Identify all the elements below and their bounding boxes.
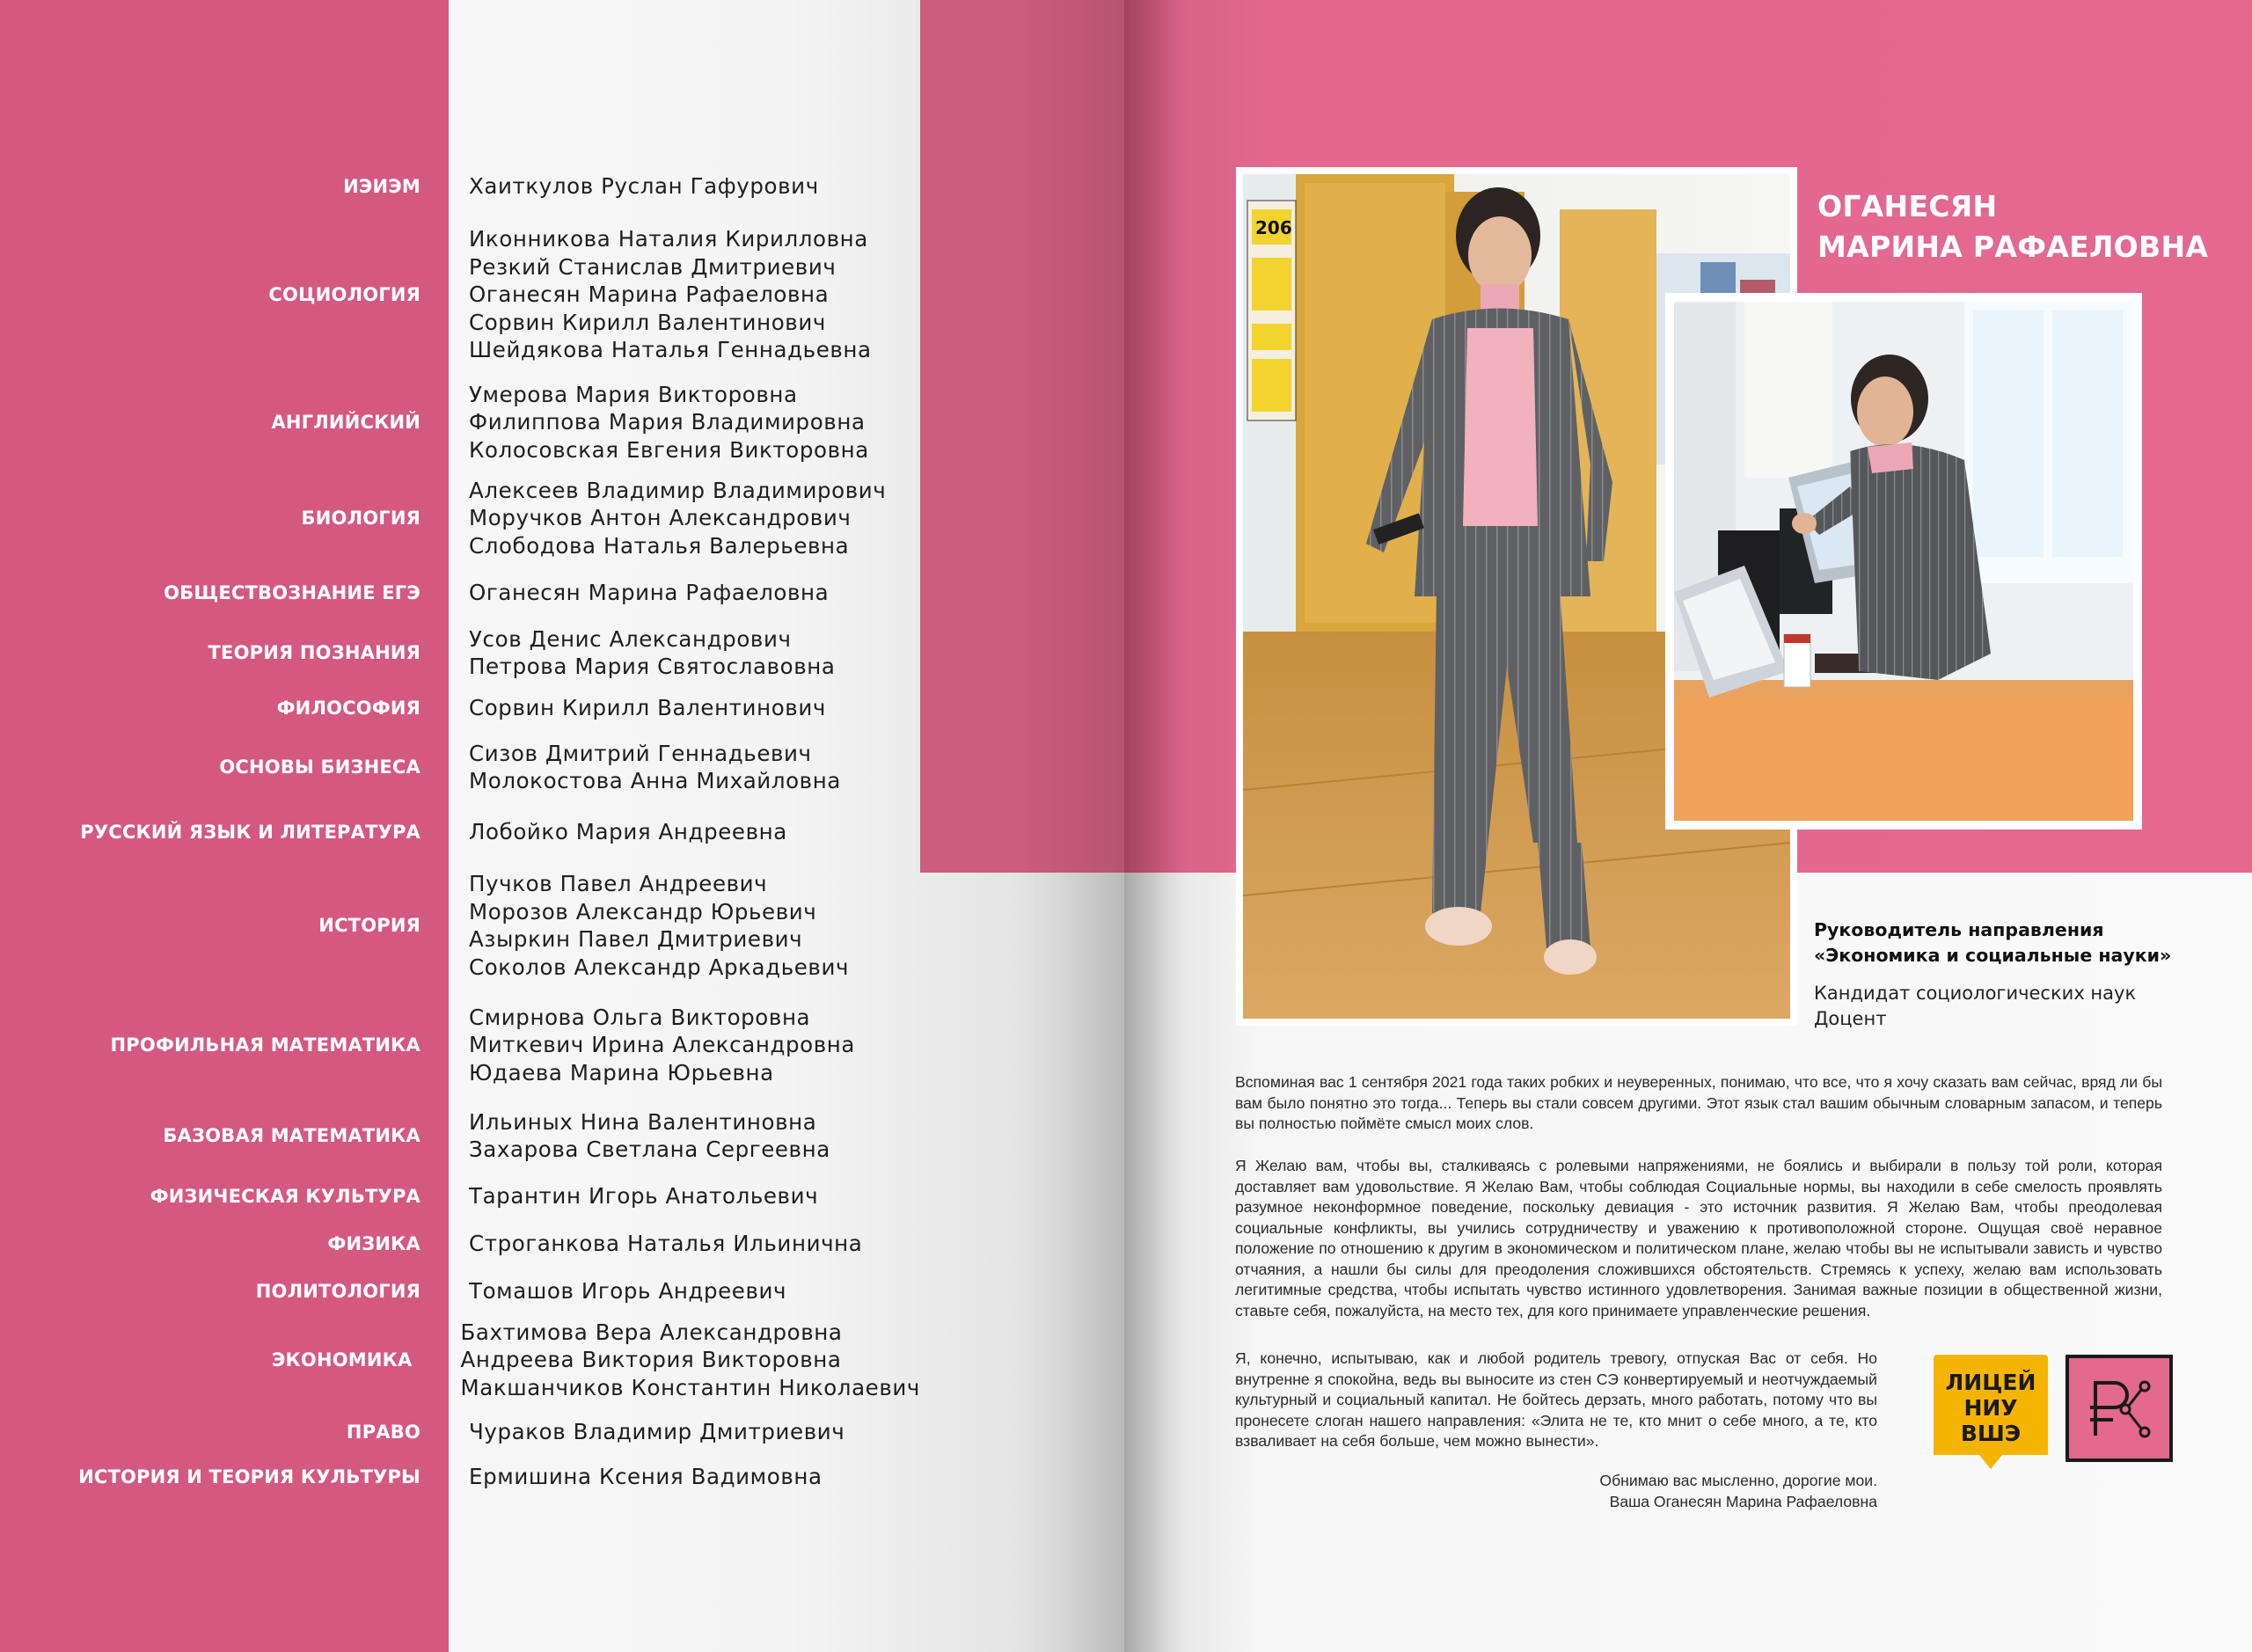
lyceum-hse-logo [1934,1355,2048,1471]
teacher-surname: ОГАНЕСЯН [1817,189,1998,223]
left-page [0,0,1124,1652]
subject-label: ИЭИЭМ [343,176,420,197]
subject-label: ТЕОРИЯ ПОЗНАНИЯ [208,642,420,663]
teacher-name-heading [1817,186,2208,267]
teacher-list-entry [0,1228,920,1260]
subject-label: СОЦИОЛОГИЯ [268,284,420,305]
teacher-name: Миткевич Ирина Александровна [469,1032,855,1058]
teacher-name: Усов Денис Александрович [469,625,792,652]
teacher-name: Макшанчиков Константин Николаевич [460,1374,920,1400]
teacher-list-entry [0,816,920,848]
letter-paragraph: Вспоминая вас 1 сентября 2021 года таких робких и неуверенных, понимаю, что все, что я хочу сказать вам сейчас, вряд ли бы вам было понятно это тогда... Теперь вы стали совсем другими. Этот язык стал вашим обычным словарным запасом, и теперь вы полностью поймёте смысл моих слов. [1235,1073,2162,1132]
teacher-name: Пучков Павел Андреевич [469,871,768,896]
logo-line: НИУ [1963,1395,2018,1421]
teacher-name: Андреева Виктория Викторовна [460,1347,842,1373]
ruble-network-icon [2069,1358,2169,1458]
teacher-name: Ермишина Ксения Вадимовна [469,1464,823,1490]
teacher-list-entry [0,1003,920,1087]
top-pink-band [920,0,1124,873]
teacher-list-entry [0,577,920,609]
right-page [1124,0,2252,1652]
subject-label: ПОЛИТОЛОГИЯ [255,1281,420,1302]
teacher-name: Сорвин Кирилл Валентинович [469,695,826,721]
teacher-name: Иконникова Наталия Кирилловна [469,226,868,252]
teacher-name: Азыркин Павел Дмитриевич [469,926,803,952]
teacher-given-names: МАРИНА РАФАЕЛОВНА [1817,230,2209,264]
teacher-name: Оганесян Марина Рафаеловна [469,281,830,308]
academic-degree: Кандидат социологических наук [1814,983,2137,1004]
teacher-name: Хаиткулов Руслан Гафурович [469,173,819,200]
logo-line: ЛИЦЕЙ [1945,1370,2036,1395]
subject-label: БИОЛОГИЯ [301,508,420,529]
teacher-name: Юдаева Марина Юрьевна [469,1059,774,1085]
teacher-name: Смирнова Ольга Викторовна [469,1004,811,1030]
logo-line: ВШЭ [1960,1421,2022,1446]
teacher-name: Морозов Александр Юрьевич [469,898,817,925]
teacher-list-entry [0,225,920,364]
subject-label: РУССКИЙ ЯЗЫК И ЛИТЕРАТУРА [80,822,420,843]
teacher-list-entry [0,1107,920,1164]
role-direction: «Экономика и социальные науки» [1814,945,2172,966]
teacher-name: Соколов Александр Аркадьевич [469,954,850,980]
subject-label: ЭКОНОМИКА [271,1349,413,1371]
social-economics-logo [2066,1355,2173,1462]
signoff-signature: Ваша Оганесян Марина Рафаеловна [1609,1492,1877,1510]
teacher-list-entry [0,380,920,464]
subject-label: ОСНОВЫ БИЗНЕСА [219,757,420,778]
role-block [1814,917,2227,1032]
teacher-list-entry [0,1276,920,1307]
svg-text:206: 206 [1255,217,1292,238]
subject-label: АНГЛИЙСКИЙ [271,412,420,433]
teacher-name: Шейдякова Наталья Геннадьевна [469,337,872,363]
teacher-list-entry [0,1416,920,1448]
teacher-name: Захарова Светлана Сергеевна [469,1137,830,1162]
teacher-desk-photo [1674,302,2133,821]
teacher-name: Петрова Мария Святославовна [469,654,836,679]
teacher-name: Томашов Игорь Андреевич [469,1278,787,1305]
role-title: Руководитель направления [1814,919,2104,940]
subject-label: ОБЩЕСТВОЗНАНИЕ ЕГЭ [164,582,420,603]
subject-label: ФИЛОСОФИЯ [276,698,420,719]
teacher-name: Филиппова Мария Владимировна [469,409,866,435]
teacher-name: Оганесян Марина Рафаеловна [469,580,830,606]
teacher-list-entry [0,1461,920,1493]
teacher-name: Колосовская Евгения Викторовна [469,436,869,463]
teacher-name: Бахтимова Вера Александровна [460,1319,843,1345]
teacher-name: Лобойко Мария Андреевна [469,819,787,845]
subject-label: ПРОФИЛЬНАЯ МАТЕМАТИКА [110,1034,420,1056]
letter-paragraph: Я Желаю вам, чтобы вы, сталкиваясь с ролевыми напряжениями, не боялись и выбирали в пользу той роли, которая доставляет вам удовольствие. Я Желаю Вам, чтобы соблюдая Социальные нормы, вы находили в себе смелость проявлять разумное неконформное поведение, поскольку девиация - это источник развития. Я Желаю Вам, чтобы преодолевая социальные конфликты, вы учились сотрудничеству и уважению к противоположной стороне. Ощущая своё неравное положение по отношению к другим в экономическом и политическом плане, желаю чтобы вы не испытывали зависть и чувство отчаяния, а нашли бы силы для преодоления сложившихся обстоятельств. Стремясь к успеху, желаю вам использовать легитимные средства, чтобы испытать чувство истинного удовлетворения. Занимая важные позиции в общественной жизни, ставьте себя, пожалуйста, на место тех, для кого принимаете управленческие решения. [1235,1157,2162,1319]
teacher-list-entry [0,171,920,202]
subject-label: БАЗОВАЯ МАТЕМАТИКА [163,1125,420,1146]
teacher-name: Умерова Мария Викторовна [469,381,798,407]
subject-label: ФИЗИЧЕСКАЯ КУЛЬТУРА [150,1186,420,1207]
subject-label: ФИЗИКА [327,1233,420,1254]
teacher-name: Моручков Антон Александрович [469,505,852,531]
teacher-list-entry [0,625,920,681]
teacher-name: Слободова Наталья Валерьевна [469,532,850,559]
teacher-name: Резкий Станислав Дмитриевич [469,253,837,280]
academic-title: Доцент [1814,1008,1887,1029]
teacher-name: Ильиных Нина Валентиновна [469,1108,817,1135]
teacher-photo-desk [1665,293,2142,830]
teacher-name: Сизов Дмитрий Геннадьевич [469,740,812,766]
teacher-list-entry [0,1181,920,1212]
signoff-line: Обнимаю вас мысленно, дорогие мои. [1599,1472,1877,1489]
letter-signoff [1476,1471,1877,1512]
teacher-name: Алексеев Владимир Владимирович [469,477,887,503]
teacher-list-entry [0,739,920,795]
letter-paragraph: Я, конечно, испытываю, как и любой родитель тревогу, отпуская Вас от себя. Но внутренне я спокойна, ведь вы выносите из стен СЭ конвертируемый и неотчуждаемый культурный и социальный капитал. Не бойтесь дерзать, много работать, потому что вы пронесете слоган нашего направления: «Элита не те, кто мнит о себе много, а те, кто взваливает на себя больше, чем можно вынести». [1235,1349,1877,1450]
subject-label: ИСТОРИЯ [318,915,420,936]
teacher-list-entry [0,476,920,560]
subject-label: ИСТОРИЯ И ТЕОРИЯ КУЛЬТУРЫ [78,1466,420,1488]
teacher-name: Тарантин Игорь Анатольевич [469,1183,819,1210]
teacher-list-entry [0,870,920,981]
teacher-name: Молокостова Анна Михайловна [469,768,841,793]
teacher-name: Чураков Владимир Дмитриевич [469,1419,845,1445]
teacher-list-entry [0,692,920,724]
teacher-name: Сорвин Кирилл Валентинович [469,309,826,335]
teacher-list-entry [0,1318,920,1402]
subject-label: ПРАВО [346,1422,420,1443]
teacher-name: Строганкова Наталья Ильинична [469,1231,863,1257]
